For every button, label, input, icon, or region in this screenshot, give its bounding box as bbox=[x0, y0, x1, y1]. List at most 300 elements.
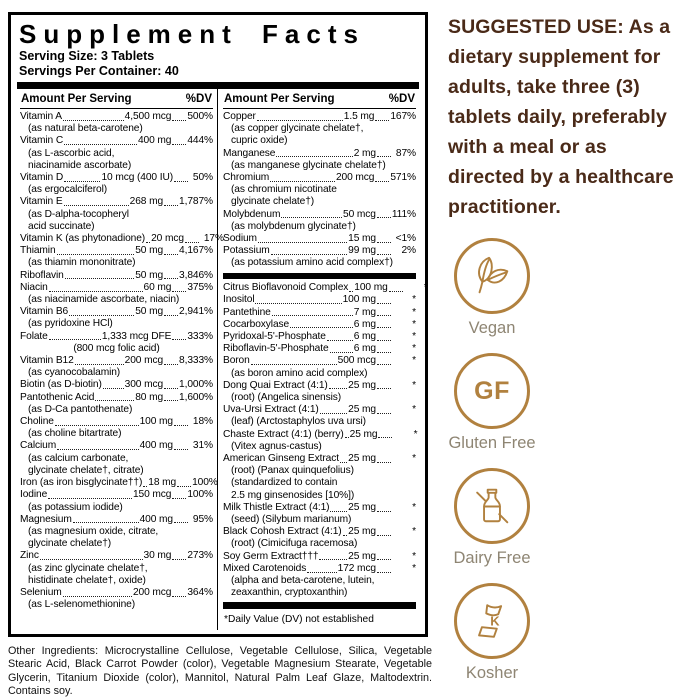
nutrient-line bbox=[20, 477, 218, 489]
dot-leader bbox=[345, 437, 349, 438]
nutrient-source: (800 mcg folic acid) bbox=[73, 342, 160, 354]
nutrient-dv: 1,787% bbox=[179, 196, 213, 208]
nutrient-line bbox=[20, 379, 213, 391]
nutrient-dv: 3,846% bbox=[179, 269, 213, 281]
kosher-k-letter: K bbox=[490, 613, 500, 629]
nutrient-line bbox=[20, 196, 213, 208]
nutrient-name: Vitamin E bbox=[20, 196, 63, 208]
dot-leader bbox=[319, 559, 347, 560]
nutrient-dv: 333% bbox=[187, 330, 213, 342]
dot-leader bbox=[377, 242, 391, 243]
dot-leader bbox=[48, 498, 132, 499]
nutrient-dv: * bbox=[412, 379, 416, 391]
nutrient-row bbox=[20, 489, 213, 513]
nutrient-name: Dong Quai Extract (4:1) bbox=[223, 379, 328, 391]
nutrient-amount: 18 mg bbox=[148, 477, 177, 489]
nutrient-row bbox=[20, 392, 213, 416]
dot-leader bbox=[172, 498, 186, 499]
nutrient-dv: * bbox=[412, 550, 416, 562]
dot-leader bbox=[257, 120, 343, 121]
nutrient-row bbox=[223, 282, 428, 294]
dot-leader bbox=[377, 388, 391, 389]
leaf-icon bbox=[469, 253, 515, 299]
nutrient-source: (as niacinamide ascorbate, niacin) bbox=[28, 294, 180, 306]
nutrient-source: (as D-alpha-tocopheryl bbox=[28, 208, 129, 220]
nutrient-amount: 25 mg bbox=[349, 428, 378, 440]
nutrient-row bbox=[223, 111, 416, 148]
nutrient-amount: 50 mg bbox=[135, 269, 164, 281]
nutrient-amount: 200 mcg bbox=[132, 586, 172, 598]
nutrient-amount: 500 mcg bbox=[337, 355, 376, 367]
nutrient-column-left bbox=[17, 89, 224, 630]
nutrient-row bbox=[223, 343, 416, 355]
nutrient-dv: * bbox=[423, 282, 428, 294]
nutrient-amount: 268 mg bbox=[129, 196, 164, 208]
nutrient-amount: 400 mg bbox=[139, 513, 173, 525]
dot-leader bbox=[103, 388, 124, 389]
gluten-free-label: Gluten Free bbox=[448, 434, 536, 452]
nutrient-name: Niacin bbox=[20, 281, 48, 293]
dot-leader bbox=[377, 217, 391, 218]
dairy-free-label: Dairy Free bbox=[453, 549, 531, 567]
nutrient-line bbox=[223, 233, 416, 245]
vegan-label: Vegan bbox=[468, 319, 516, 337]
nutrient-amount: 4,500 mcg bbox=[124, 111, 172, 122]
nutrient-line bbox=[20, 355, 213, 367]
dot-leader bbox=[174, 425, 188, 426]
nutrient-dv: 2,941% bbox=[179, 306, 213, 318]
supplement-facts-section bbox=[8, 12, 432, 699]
nutrient-row bbox=[20, 416, 213, 440]
nutrient-source: 2.5 mg ginsenosides [10%]) bbox=[231, 489, 355, 501]
nutrient-amount: 25 mg bbox=[348, 452, 376, 464]
divider-bar bbox=[223, 273, 416, 280]
dot-leader bbox=[340, 462, 347, 463]
nutrient-amount: 400 mg bbox=[139, 440, 173, 452]
dot-leader bbox=[377, 156, 391, 157]
dot-leader bbox=[49, 339, 101, 340]
nutrient-line bbox=[223, 319, 416, 331]
nutrient-row bbox=[20, 514, 213, 551]
nutrient-dv: 273% bbox=[187, 550, 213, 562]
dot-leader bbox=[377, 364, 391, 365]
nutrient-source: (root) (Panax quinquefolius) bbox=[231, 465, 354, 477]
nutrient-column-right bbox=[218, 89, 428, 630]
nutrient-row bbox=[223, 453, 416, 502]
dot-leader bbox=[377, 559, 391, 560]
nutrient-row bbox=[223, 331, 416, 343]
supplement-facts-title: Supplement Facts bbox=[19, 19, 365, 49]
nutrient-name: Pantethine bbox=[223, 306, 271, 318]
nutrient-name: Iron (as iron bisglycinate††) bbox=[20, 477, 143, 489]
dot-leader bbox=[146, 242, 150, 243]
nutrient-row bbox=[20, 111, 213, 135]
dot-leader bbox=[378, 437, 392, 438]
nutrient-amount: 100 mg bbox=[342, 294, 376, 306]
badge-vegan bbox=[454, 238, 530, 338]
dot-leader bbox=[172, 596, 186, 597]
dot-leader bbox=[69, 315, 134, 316]
dot-leader bbox=[389, 291, 403, 292]
nutrient-amount: 20 mcg bbox=[151, 233, 184, 245]
nutrient-amount: 25 mg bbox=[348, 404, 376, 416]
dot-leader bbox=[258, 242, 347, 243]
nutrient-source: (as magnesium oxide, citrate, bbox=[28, 525, 159, 537]
nutrient-name: Vitamin B6 bbox=[20, 306, 69, 318]
column-header bbox=[20, 89, 213, 109]
amount-per-serving-header: Amount Per Serving bbox=[224, 93, 335, 105]
nutrient-line bbox=[223, 404, 416, 416]
dot-leader bbox=[57, 254, 135, 255]
nutrient-dv: * bbox=[413, 428, 418, 440]
dot-leader bbox=[63, 596, 132, 597]
nutrient-dv: 1,000% bbox=[179, 379, 213, 391]
nutrient-amount: 50 mg bbox=[135, 245, 164, 257]
nutrient-line bbox=[20, 331, 213, 343]
nutrient-name: Thiamin bbox=[20, 245, 56, 257]
nutrient-source: (as calcium carbonate, bbox=[28, 452, 129, 464]
nutrient-amount: 200 mcg bbox=[335, 172, 375, 184]
dot-leader bbox=[64, 181, 100, 182]
nutrient-amount: 25 mg bbox=[348, 379, 376, 391]
nutrient-name: Selenium bbox=[20, 586, 62, 598]
dot-leader bbox=[73, 522, 139, 523]
nutrient-name: Pyridoxal-5'-Phosphate bbox=[223, 330, 326, 342]
nutrient-dv: 31% bbox=[192, 440, 213, 452]
nutrient-line bbox=[223, 343, 416, 355]
nutrient-name: Black Cohosh Extract (4:1) bbox=[223, 526, 342, 538]
nutrient-dv: 8,333% bbox=[179, 355, 213, 367]
nutrient-amount: 7 mg bbox=[353, 306, 376, 318]
dot-leader bbox=[55, 425, 139, 426]
nutrient-amount: 400 mg bbox=[137, 135, 172, 147]
nutrient-source: glycinate chelate†) bbox=[231, 196, 315, 208]
nutrient-line bbox=[20, 111, 213, 123]
dv-header: %DV bbox=[185, 93, 212, 105]
nutrient-name: Chaste Extract (4:1) (berry) bbox=[223, 428, 344, 440]
nutrient-line bbox=[223, 526, 416, 538]
nutrient-line bbox=[20, 550, 213, 562]
nutrient-row bbox=[223, 294, 416, 306]
nutrient-row bbox=[223, 502, 416, 526]
dot-leader bbox=[349, 291, 353, 292]
nutrient-row bbox=[20, 196, 213, 233]
nutrient-dv: * bbox=[412, 404, 416, 416]
dot-leader bbox=[75, 364, 124, 365]
badge-gluten-free bbox=[448, 353, 535, 453]
nutrient-name: American Ginseng Extract bbox=[223, 452, 339, 464]
nutrient-line bbox=[20, 172, 213, 184]
dot-leader bbox=[330, 352, 353, 353]
nutrient-row bbox=[20, 355, 213, 379]
dot-leader bbox=[327, 340, 353, 341]
dot-leader bbox=[329, 388, 347, 389]
dot-leader bbox=[174, 449, 188, 450]
dot-leader bbox=[377, 340, 391, 341]
nutrient-source: (as boron amino acid complex) bbox=[231, 367, 368, 379]
nutrient-dv: 17% bbox=[203, 233, 224, 245]
nutrient-name: Milk Thistle Extract (4:1) bbox=[223, 501, 330, 513]
dot-leader bbox=[164, 205, 178, 206]
nutrient-name: Manganese bbox=[223, 147, 276, 159]
dot-leader bbox=[375, 120, 389, 121]
daily-value-footnote: *Daily Value (DV) not established bbox=[224, 613, 374, 625]
nutrient-dv: 4,167% bbox=[179, 245, 213, 257]
nutrient-dv: 100% bbox=[187, 489, 213, 501]
nutrient-amount: 200 mcg bbox=[124, 355, 164, 367]
nutrient-source: acid succinate) bbox=[28, 220, 95, 232]
nutrient-source: (as L-ascorbic acid, bbox=[28, 147, 115, 159]
nutrient-line bbox=[223, 355, 416, 367]
nutrient-line bbox=[223, 331, 416, 343]
dot-leader bbox=[172, 144, 186, 145]
dot-leader bbox=[377, 254, 391, 255]
nutrient-row bbox=[20, 306, 213, 330]
suggested-use-text: SUGGESTED USE: As a dietary supplement for adults, take three (3) tablets daily, preferably with a meal or as directed by a healthcare practitioner. bbox=[448, 16, 674, 218]
dot-leader bbox=[307, 572, 336, 573]
nutrient-row bbox=[223, 563, 416, 600]
dot-leader bbox=[164, 315, 178, 316]
dot-leader bbox=[276, 156, 352, 157]
nutrient-source: (standardized to contain bbox=[231, 477, 338, 489]
nutrient-line bbox=[223, 429, 416, 441]
nutrient-source: (as potassium iodide) bbox=[28, 501, 123, 513]
nutrient-line bbox=[20, 514, 213, 526]
dot-leader bbox=[377, 303, 391, 304]
nutrient-name: Riboflavin bbox=[20, 269, 64, 281]
nutrient-dv: 375% bbox=[187, 281, 213, 293]
nutrient-name: Folate bbox=[20, 330, 48, 342]
nutrient-columns bbox=[17, 89, 428, 630]
supplement-facts-box bbox=[8, 12, 428, 637]
dot-leader bbox=[172, 339, 186, 340]
divider-bar bbox=[17, 82, 419, 89]
nutrient-source: (root) (Cimicifuga racemosa) bbox=[231, 538, 358, 550]
nutrient-line bbox=[20, 306, 213, 318]
nutrient-row bbox=[223, 172, 416, 209]
kosher-circle bbox=[454, 583, 530, 659]
dot-leader bbox=[377, 462, 391, 463]
dot-leader bbox=[65, 278, 134, 279]
nutrient-name: Mixed Carotenoids bbox=[223, 562, 307, 574]
nutrient-amount: 50 mg bbox=[135, 306, 164, 318]
dv-header: %DV bbox=[388, 93, 415, 105]
kosher-k-icon bbox=[469, 598, 515, 644]
servings-per-container: Servings Per Container: 40 bbox=[19, 64, 179, 78]
nutrient-line bbox=[20, 392, 213, 404]
nutrient-line bbox=[223, 563, 416, 575]
nutrient-source: (alpha and beta-carotene, lutein, bbox=[231, 575, 375, 587]
nutrient-row bbox=[20, 379, 213, 391]
dot-leader bbox=[177, 486, 191, 487]
dot-leader bbox=[164, 364, 178, 365]
nutrient-source: (as choline bitartrate) bbox=[28, 428, 122, 440]
nutrient-name: Inositol bbox=[223, 294, 255, 306]
nutrient-amount: 6 mg bbox=[353, 318, 376, 330]
dot-leader bbox=[377, 511, 391, 512]
nutrient-row bbox=[20, 587, 213, 611]
nutrient-amount: 25 mg bbox=[348, 501, 376, 513]
dot-leader bbox=[377, 315, 391, 316]
nutrient-row bbox=[20, 172, 213, 196]
nutrient-dv: * bbox=[412, 562, 416, 574]
nutrient-line bbox=[20, 135, 213, 147]
nutrient-dv: 111% bbox=[391, 208, 416, 220]
nutrient-row bbox=[20, 331, 213, 355]
left-nutrient-list bbox=[20, 111, 224, 611]
nutrient-amount: 30 mg bbox=[143, 550, 172, 562]
dot-leader bbox=[271, 254, 348, 255]
dairy-free-circle bbox=[454, 468, 530, 544]
nutrient-name: Cocarboxylase bbox=[223, 318, 290, 330]
nutrient-line bbox=[20, 489, 213, 501]
dot-leader bbox=[272, 315, 353, 316]
nutrient-line bbox=[20, 233, 224, 245]
vegan-circle bbox=[454, 238, 530, 314]
nutrient-source: zeaxanthin, cryptoxanthin) bbox=[231, 587, 348, 599]
nutrient-name: Vitamin C bbox=[20, 135, 64, 147]
nutrient-source: (Vitex agnus-castus) bbox=[231, 440, 322, 452]
nutrient-amount: 172 mcg bbox=[337, 562, 376, 574]
nutrient-dv: 18% bbox=[192, 416, 213, 428]
nutrient-name: Calcium bbox=[20, 440, 57, 452]
column-header bbox=[223, 89, 416, 109]
botanicals-list bbox=[223, 282, 428, 599]
nutrient-row bbox=[223, 380, 416, 404]
nutrient-row bbox=[20, 477, 218, 489]
nutrient-row bbox=[223, 526, 416, 550]
dot-leader bbox=[164, 278, 178, 279]
dot-leader bbox=[290, 327, 353, 328]
nutrient-name: Zinc bbox=[20, 550, 39, 562]
nutrient-source: (as pyridoxine HCl) bbox=[28, 318, 113, 330]
dot-leader bbox=[172, 120, 186, 121]
nutrient-name: Citrus Bioflavonoid Complex bbox=[223, 282, 349, 294]
certification-badges bbox=[450, 238, 534, 698]
nutrient-amount: 50 mcg bbox=[343, 208, 376, 220]
dot-leader bbox=[320, 413, 347, 414]
nutrient-name: Vitamin A bbox=[20, 111, 62, 122]
nutrient-row bbox=[223, 245, 416, 269]
nutrient-source: (seed) (Silybum marianum) bbox=[231, 514, 352, 525]
nutrient-row bbox=[20, 282, 213, 306]
nutrient-amount: 10 mcg (400 IU) bbox=[101, 172, 173, 184]
nutrient-dv: 1,600% bbox=[179, 391, 213, 403]
dot-leader bbox=[64, 144, 137, 145]
dot-leader bbox=[174, 522, 188, 523]
divider-bar bbox=[223, 602, 416, 609]
dot-leader bbox=[174, 181, 188, 182]
nutrient-dv: 364% bbox=[187, 586, 213, 598]
nutrient-amount: 6 mg bbox=[353, 330, 376, 342]
dot-leader bbox=[375, 181, 389, 182]
nutrient-line bbox=[223, 111, 416, 123]
nutrient-source: cupric oxide) bbox=[231, 135, 288, 147]
nutrient-row bbox=[20, 135, 213, 172]
dot-leader bbox=[57, 449, 139, 450]
nutrient-source: (as chromium nicotinate bbox=[231, 184, 337, 196]
nutrient-source: (as manganese glycinate chelate†) bbox=[231, 159, 386, 171]
milk-bottle-crossed-icon bbox=[469, 483, 515, 529]
nutrient-dv: 571% bbox=[390, 172, 416, 184]
nutrient-name: Choline bbox=[20, 416, 54, 428]
other-ingredients-text: Other Ingredients: Microcrystalline Cellulose, Vegetable Cellulose, Silica, Vegetable Stearic Acid, Black Carrot Powder (color), Vegetable Magnesium Stearate, Vegetable Glycerin, Titanium Dioxide (color), Mannitol, Natural Palm Leaf Glaze, Maltodextrin. Contains soy. bbox=[8, 644, 432, 698]
nutrient-dv: * bbox=[412, 318, 416, 330]
nutrient-source: (root) (Angelica sinensis) bbox=[231, 391, 342, 403]
dot-leader bbox=[255, 303, 341, 304]
nutrient-source: (as copper glycinate chelate†, bbox=[231, 123, 364, 135]
nutrient-source: (as zinc glycinate chelate†, bbox=[28, 562, 148, 574]
nutrient-name: Pantothenic Acid bbox=[20, 391, 95, 403]
nutrient-amount: 99 mg bbox=[348, 245, 376, 257]
nutrient-amount: 100 mg bbox=[354, 282, 388, 294]
nutrient-source: (as potassium amino acid complex†) bbox=[231, 257, 393, 269]
dot-leader bbox=[281, 217, 342, 218]
nutrient-dv: 100% bbox=[192, 477, 218, 489]
dot-leader bbox=[377, 352, 391, 353]
nutrient-line bbox=[223, 380, 416, 392]
nutrient-source: (as ergocalciferol) bbox=[28, 184, 108, 196]
nutrient-line bbox=[223, 307, 416, 319]
nutrient-line bbox=[20, 282, 213, 294]
nutrient-dv: 95% bbox=[192, 513, 213, 525]
nutrient-line bbox=[20, 587, 213, 599]
nutrient-row bbox=[223, 319, 416, 331]
nutrient-amount: 100 mg bbox=[139, 416, 173, 428]
dot-leader bbox=[95, 400, 134, 401]
dot-leader bbox=[377, 327, 391, 328]
nutrient-name: Chromium bbox=[223, 172, 270, 184]
nutrient-name: Riboflavin-5'-Phosphate bbox=[223, 343, 329, 355]
amount-per-serving-header: Amount Per Serving bbox=[21, 93, 132, 105]
nutrient-line bbox=[223, 453, 416, 465]
dot-leader bbox=[270, 181, 335, 182]
nutrient-amount: 15 mg bbox=[348, 233, 376, 245]
nutrient-dv: * bbox=[412, 355, 416, 367]
nutrient-dv: 167% bbox=[390, 111, 416, 122]
nutrient-name: Vitamin K (as phytonadione) bbox=[20, 233, 146, 245]
dot-leader bbox=[185, 242, 199, 243]
kosher-label: Kosher bbox=[465, 664, 519, 682]
nutrient-row bbox=[20, 270, 213, 282]
nutrient-dv: * bbox=[412, 452, 416, 464]
nutrient-row bbox=[20, 550, 213, 587]
nutrient-source: (leaf) (Arctostaphylos uva ursi) bbox=[231, 416, 366, 428]
nutrient-name: Magnesium bbox=[20, 513, 72, 525]
nutrient-source: (as cyanocobalamin) bbox=[28, 367, 121, 379]
nutrient-source: (as L-selenomethionine) bbox=[28, 599, 135, 611]
nutrient-dv: 87% bbox=[395, 147, 416, 159]
nutrient-row bbox=[223, 148, 416, 172]
nutrient-source: niacinamide ascorbate) bbox=[28, 159, 132, 171]
nutrient-amount: 6 mg bbox=[353, 343, 376, 355]
nutrient-amount: 60 mg bbox=[143, 281, 172, 293]
nutrient-line bbox=[20, 416, 213, 428]
nutrient-row bbox=[20, 245, 213, 269]
nutrient-name: Biotin (as D-biotin) bbox=[20, 379, 102, 391]
nutrient-row bbox=[20, 233, 224, 245]
dot-leader bbox=[172, 291, 186, 292]
nutrient-name: Soy Germ Extract††† bbox=[223, 550, 319, 562]
nutrient-source: (as D-Ca pantothenate) bbox=[28, 403, 133, 415]
dot-leader bbox=[172, 559, 186, 560]
nutrient-row bbox=[223, 355, 416, 379]
nutrient-name: Iodine bbox=[20, 489, 48, 501]
nutrient-row bbox=[223, 209, 416, 233]
nutrient-dv: * bbox=[412, 294, 416, 306]
nutrient-dv: * bbox=[412, 330, 416, 342]
nutrient-source: (as natural beta-carotene) bbox=[28, 123, 143, 135]
